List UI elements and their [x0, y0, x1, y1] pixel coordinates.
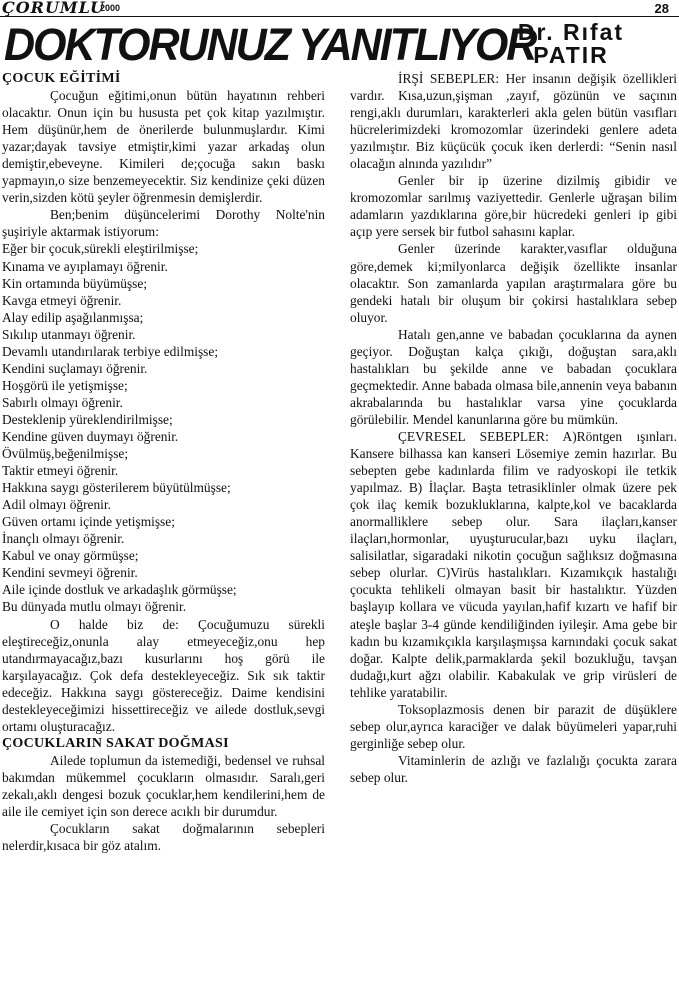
poem-line: Kabul ve onay görmüşse;: [2, 548, 139, 564]
poem-line: Desteklenip yüreklendirilmişse;: [2, 411, 173, 427]
left-column: [2, 70, 325, 854]
paragraph: Vitaminlerin de azlığı ve fazlalığı çocukta zarara sebep olur.: [350, 752, 677, 785]
paragraph: Ailede toplumun da istemediği, bedensel ve ruhsal bakımdan mükemmel çocukların olmasıdır. Saralı,geri zekalı,aklı dengesi bozuk çocuklar,hem kendilerini,hem de aile ile cemiyet için son derece acıklı bir durumdur.: [2, 752, 325, 820]
poem-line: Devamlı utandırılarak terbiye edilmişse;: [2, 343, 219, 359]
poem-line: İnançlı olmayı öğrenir.: [2, 531, 125, 547]
paragraph: Genler üzerinde karakter,vasıflar olduğuna göre,demek ki;milyonlarca değişik özellikte insanlar olacaktır. Son zamanlarda yapılan araştırmalara göre bu gendeki hatalı bir oluşum bir çokirsi hastalıklara sebep oluyor.: [350, 241, 677, 325]
poem-line: Kavga etmeyi öğrenir.: [2, 292, 122, 308]
paragraph: O halde biz de: Çocuğumuzu sürekli eleştireceğiz,onunla alay etmeyeceğiz,onu hep utandırmayacağız,bazı kusurlarını hoş görü ile karşılayacağız. Çok defa destekleyeceğiz. Sık sık taktir edeceğiz. Hakkına saygı göstereceğiz. Daime kendisini destekleyeceğimizi hissettireceğiz ve ailede dostluk,sevgi ortamı oluşturacağız.: [2, 616, 325, 734]
poem: [2, 240, 325, 615]
page-number: 28: [654, 1, 669, 16]
magazine-name: ÇORUMLU: [2, 0, 105, 17]
poem-line: Güven ortamı içinde yetişmişse;: [2, 514, 175, 530]
poem-line: Kendini sevmeyi öğrenir.: [2, 565, 138, 581]
poem-line: Alay edilip aşağılanmışsa;: [2, 309, 144, 325]
article-headline: DOKTORUNUZ YANITLIYOR: [4, 20, 536, 71]
paragraph: İRŞİ SEBEPLER: Her insanın değişik özellikleri vardır. Kısa,uzun,şişman ,zayıf, gözünün ve saçının rengi,aklı durumları, karakterleri akla gelen bütün vasıfları hücrelerimizdeki kromozomlar üzerindeki genlere adeta yazılmıştır. Biz küçücük çocuk iken derlerdi: “Senin nasıl olacağın alnında yazılıdır”: [350, 71, 677, 172]
header-rule: [0, 16, 679, 17]
poem-line: Kınama ve ayıplamayı öğrenir.: [2, 258, 168, 274]
paragraph: Genler bir ip üzerine dizilmiş gibidir ve kromozomlar sarılmış vaziyettedir. Genlerle uğraşan bilim adamların yazdıklarına göre,bir hücredeki genleri ip gibi açıp yere sersek bir futbol sahasını kaplar.: [350, 173, 677, 240]
poem-line: Kin ortamında büyümüşse;: [2, 275, 148, 291]
paragraph: Hatalı gen,anne ve babadan çocuklarına da aynen geçiyor. Doğuştan kalça çıkığı, doğuştan sara,aklı hastalıkları bu şekilde anne ve babadan çocuklara geçmektedir. Anne babada olmasa bile,annenin veya babanın akrabalarında bu hastalıklar varsa yine çocuklarda görülebilir. Mendel kanunlarına göre bu mümkün.: [350, 326, 677, 427]
paragraph: Toksoplazmosis denen bir parazit de düşüklere sebep olur,ayrıca karaciğer ve dalak büyümeleri yapar,ruhi gerginliğe sebep olur.: [350, 701, 677, 751]
paragraph: Çocuğun eğitimi,onun bütün hayatının rehberi olacaktır. Onun için bu hususta pet çok kitap yazılmıştır. Hem düşünür,hem de önerilerde bulunmuşlardır. Kimi yazar;dayak tavsiye etmiştir,kimi yazar arkadaş olun demiştir,ebeveyne. Kimileri de;çocuğa sakın baskı yapmayın,o size benzemeyecektir. Siz kendinize çeki düzen verin,sizden kötü şeyler öğrenmesin demişlerdir.: [2, 88, 325, 206]
poem-line: Övülmüş,beğenilmişse;: [2, 446, 129, 462]
poem-line: Hoşgörü ile yetişmişse;: [2, 377, 128, 393]
issue-year: 2000: [100, 3, 121, 13]
poem-line: Aile içinde dostluk ve arkadaşlık görmüşse;: [2, 582, 237, 598]
paragraph: Ben;benim düşüncelerimi Dorothy Nolte'nin şuşiriyle aktarmak istiyorum:: [2, 207, 325, 240]
poem-line: Kendine güven duymayı öğrenir.: [2, 428, 179, 444]
paragraph: Çocukların sakat doğmalarının sebepleri nelerdir,kısaca bir göz atalım.: [2, 821, 325, 854]
poem-line: Bu dünyada mutlu olmayı öğrenir.: [2, 599, 187, 615]
section-heading-disabled-births: ÇOCUKLARIN SAKAT DOĞMASI: [2, 735, 229, 751]
poem-line: Adil olmayı öğrenir.: [2, 497, 111, 513]
poem-line: Sabırlı olmayı öğrenir.: [2, 394, 123, 410]
poem-line: Hakkına saygı gösterilerem büyütülmüşse;: [2, 480, 231, 496]
author-byline: [466, 21, 676, 67]
right-column: [350, 70, 677, 786]
poem-line: Eğer bir çocuk,sürekli eleştirilmişse;: [2, 241, 199, 257]
author-surname: PATIR: [533, 42, 609, 68]
poem-line: Kendini suçlamayı öğrenir.: [2, 360, 148, 376]
paragraph: ÇEVRESEL SEBEPLER: A)Röntgen ışınları. Kansere bilhassa kan kanseri Lösemiye zemin hazırlar. Bu sebepten gebe kadınlarda filim ve radyoskopi ile tetkik yapılmaz. B) İlaçlar. Başta tetrasiklinler olmak üzere pek çok ilaç kemik bozukluklarına, kalpte,kol ve bacaklarda anormalliklere sebep olur. Sara ilaçları,kanser ilaçları,hormonlar, uyuşturucular,bazı uyku ilaçları, salisilatlar, sigaradaki nikotin çocuğun sağlıksız doğmasına sebep olurlar. C)Virüs hastalıkları. Kızamıkçık hastalığı çocukta tehlikeli olmayan basit bir hastalıktır. Yüzden başlayıp kollara ve vücuda yayılan,hafif kızartı ve hafif bir ateşle başlar 3-4 günde kendiliğinden iyileşir. Ama gebe bir kadın bu kızamıkçıkla karşılaşmışsa karnındaki çocuk sakat doğar. Kalpte delik,parmaklarda şekil bozukluğu, tavşan dudağı,kurt ağzı olabilir. Kabakulak ve grip virüsleri de tehlike yaratabilir.: [350, 428, 677, 700]
author-name: Dr. Rıfat: [517, 19, 625, 45]
poem-line: Taktir etmeyi öğrenir.: [2, 463, 119, 479]
section-heading-child-education: ÇOCUK EĞİTİMİ: [2, 71, 121, 86]
poem-line: Sıkılıp utanmayı öğrenir.: [2, 326, 136, 342]
